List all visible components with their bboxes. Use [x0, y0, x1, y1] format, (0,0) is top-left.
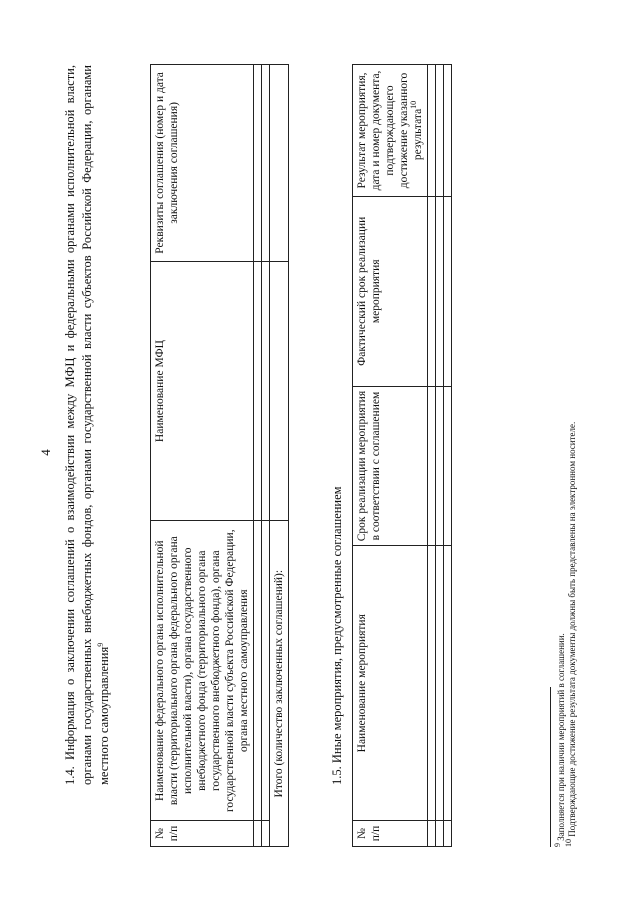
table-row	[436, 65, 444, 847]
section-1-5-title: 1.5. Иные мероприятия, предусмотренные соглашением	[330, 486, 344, 785]
header-term: Срок реализации мероприятия в соответствии с соглашением	[353, 386, 428, 546]
footnote-ref-10: 10	[409, 100, 419, 109]
header-num: № п/п	[353, 821, 428, 847]
footnote-mark: 9	[553, 843, 562, 847]
total-row	[270, 65, 289, 847]
footnote-text: Подтверждающие достижение результата документы должны быть представлены на электронном носителе.	[567, 421, 577, 837]
table-row	[444, 65, 452, 847]
footnote-mark: 10	[564, 839, 573, 847]
footnote-text: Заполняется при наличии мероприятий в соглашении.	[556, 633, 566, 841]
header-num: № п/п	[151, 821, 254, 847]
footnote-rule	[550, 687, 551, 847]
section-1-4-heading	[62, 65, 113, 785]
agreements-table	[150, 64, 289, 847]
footnotes	[553, 67, 578, 847]
header-agency: Наименование федерального органа исполнительной власти (территориального органа федерального органа исполнительной власти), органа государственного внебюджетного фонда (территориального органа государственного внебюджетного фонда), органа государственной власти субъекта Российской Федерации, органа местного самоуправления	[151, 521, 254, 821]
header-result-text: Результат мероприятия, дата и номер документа, подтверждающего достижение указанного результата	[356, 70, 424, 191]
header-details: Реквизиты соглашения (номер и дата заключения соглашения)	[151, 65, 254, 262]
total-label: Итого (количество заключенных соглашений):	[270, 521, 289, 847]
table-row	[428, 65, 436, 847]
section-1-4-title: 1.4. Информация о заключении соглашений о взаимодействии между МФЦ и федеральными органами исполнительной власти, органами государственных внебюджетных фондов, органами государственной власти субъектов Российской Федерации, органами местного самоуправления	[63, 65, 111, 785]
agreements-table-header-row	[151, 65, 254, 847]
header-mfc: Наименование МФЦ	[151, 261, 254, 521]
header-result	[353, 65, 428, 197]
table-row	[262, 65, 270, 847]
events-table-header-row	[353, 65, 428, 847]
footnote-10	[564, 67, 578, 847]
events-table	[352, 64, 452, 847]
header-event: Наименование мероприятия	[353, 546, 428, 821]
header-actual: Фактический срок реализации мероприятия	[353, 196, 428, 386]
table-row	[254, 65, 262, 847]
footnote-ref-9: 9	[95, 642, 105, 647]
footnote-9	[553, 67, 567, 847]
page-number: 4	[38, 449, 53, 456]
